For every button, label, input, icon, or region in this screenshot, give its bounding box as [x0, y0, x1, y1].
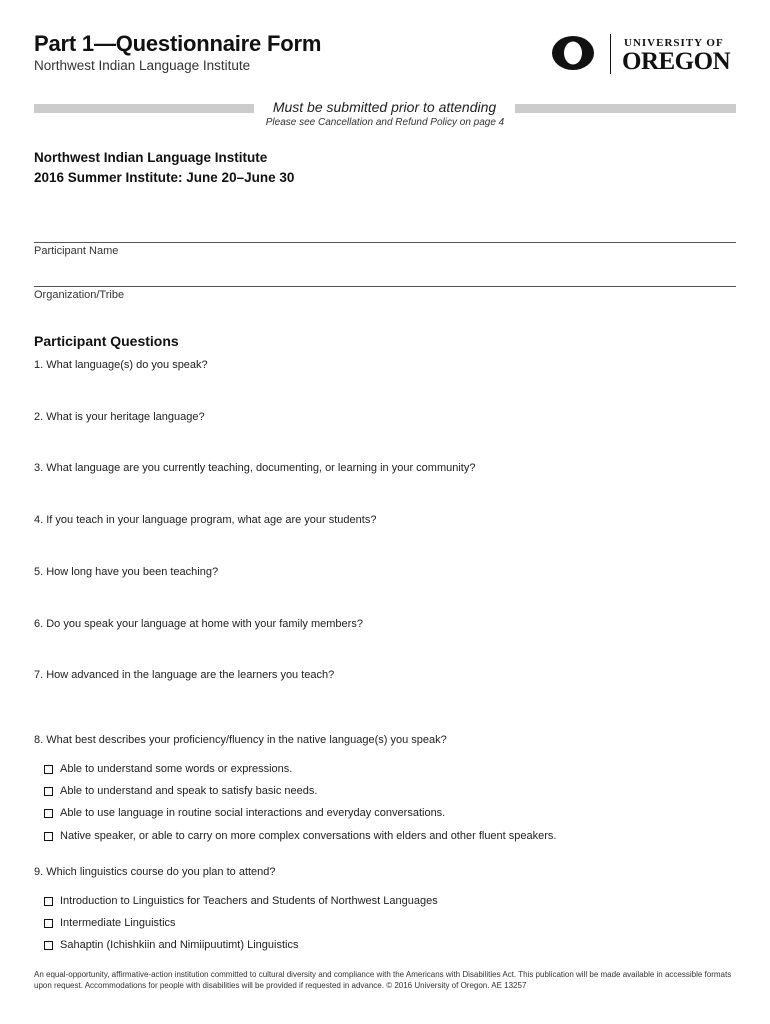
checkbox[interactable]: [44, 787, 53, 796]
participant-name-line[interactable]: [34, 242, 736, 243]
option-label: Able to use language in routine social interactions and everyday conversations.: [60, 807, 446, 819]
logo-university-text: UNIVERSITY OF: [624, 37, 724, 49]
question-5: 5. How long have you been teaching?: [34, 566, 219, 578]
option-label: Able to understand and speak to satisfy basic needs.: [60, 785, 318, 797]
checkbox[interactable]: [44, 832, 53, 841]
question-3: 3. What language are you currently teaching, documenting, or learning in your community?: [34, 462, 476, 474]
university-o-logo-icon: [549, 33, 597, 73]
checkbox[interactable]: [44, 897, 53, 906]
page-title: Part 1—Questionnaire Form: [34, 31, 322, 56]
option-label: Able to understand some words or expressions.: [60, 763, 293, 775]
question-9: 9. Which linguistics course do you plan to attend?: [34, 866, 276, 878]
question-6: 6. Do you speak your language at home with your family members?: [34, 618, 363, 630]
organization-line[interactable]: [34, 286, 736, 287]
option-label: Introduction to Linguistics for Teachers and Students of Northwest Languages: [60, 895, 438, 907]
organization-label: Organization/Tribe: [34, 289, 125, 301]
checkbox[interactable]: [44, 809, 53, 818]
question-8: 8. What best describes your proficiency/fluency in the native language(s) you speak?: [34, 734, 447, 746]
q9-option-1[interactable]: [44, 895, 438, 907]
option-label: Sahaptin (Ichishkiin and Nimiipuutimt) Linguistics: [60, 939, 299, 951]
footer-disclaimer: An equal-opportunity, affirmative-action institution committed to cultural diversity and compliance with the Americans with Disabilities Act. This publication will be made available in accessible formats upon request. Accommodations for people with disabilities will be provided if requested in advance. © 2016 University of Oregon. AE 13257: [34, 970, 732, 990]
notice-bar-right: [515, 104, 736, 113]
question-2: 2. What is your heritage language?: [34, 411, 205, 423]
q8-option-3[interactable]: [44, 807, 445, 819]
checkbox[interactable]: [44, 941, 53, 950]
question-1: 1. What language(s) do you speak?: [34, 359, 208, 371]
institute-name: Northwest Indian Language Institute: [34, 150, 268, 165]
logo-oregon-text: OREGON: [622, 48, 731, 75]
option-label: Intermediate Linguistics: [60, 917, 176, 929]
submission-notice: Must be submitted prior to attending: [272, 99, 497, 115]
q8-option-4[interactable]: [44, 830, 556, 842]
page-subtitle: Northwest Indian Language Institute: [34, 58, 251, 73]
section-title: Participant Questions: [34, 333, 179, 349]
question-4: 4. If you teach in your language program, what age are your students?: [34, 514, 377, 526]
option-label: Native speaker, or able to carry on more complex conversations with elders and other fluent speakers.: [60, 830, 557, 842]
checkbox[interactable]: [44, 765, 53, 774]
q8-option-1[interactable]: [44, 763, 292, 775]
refund-policy-note: Please see Cancellation and Refund Policy on page 4: [265, 117, 505, 128]
notice-bar-left: [34, 104, 254, 113]
q9-option-2[interactable]: [44, 917, 176, 929]
checkbox[interactable]: [44, 919, 53, 928]
question-7: 7. How advanced in the language are the learners you teach?: [34, 669, 335, 681]
q8-option-2[interactable]: [44, 785, 317, 797]
q9-option-3[interactable]: [44, 939, 298, 951]
participant-name-label: Participant Name: [34, 245, 119, 257]
logo-divider: [610, 34, 611, 74]
institute-dates: 2016 Summer Institute: June 20–June 30: [34, 170, 295, 185]
